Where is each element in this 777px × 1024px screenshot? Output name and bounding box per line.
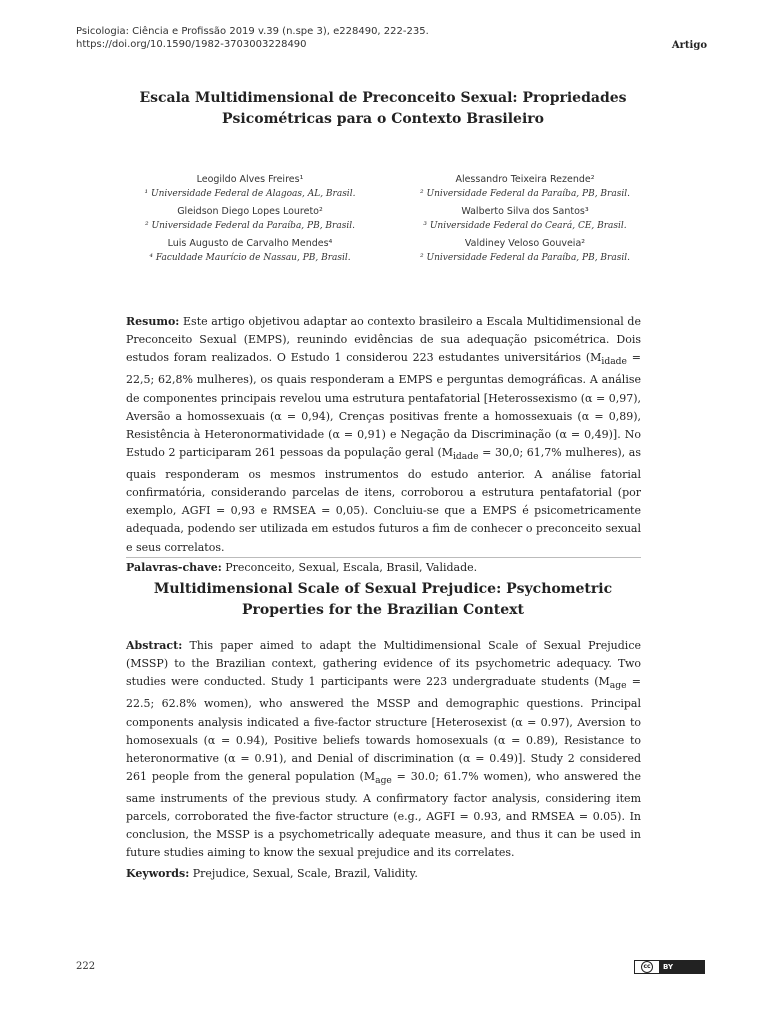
section-label: Artigo <box>671 40 707 51</box>
article-title-pt <box>100 88 666 130</box>
keywords-label: Keywords: <box>126 866 190 880</box>
abstract-text: = 22.5; 62.8% women), who answered the MSSP and demographic questions. Principal components analysis indicated a five-factor structure [Heterosexist (α = 0.97), Aversion to homosexuals (α = 0.94), Positive beliefs towards homosexuals (α = 0.89), Resistance to heteronormative (α = 0.91), and Denial of discrimination (α = 0.49)]. Study 2 considered 261 people from the general population (M <box>126 675 642 783</box>
subscript: age <box>609 680 627 692</box>
author-name: Leogildo Alves Freires¹ <box>196 174 304 185</box>
subscript: age <box>375 775 392 787</box>
author-name: Alessandro Teixeira Rezende² <box>455 174 595 185</box>
creative-commons-icon <box>635 961 659 973</box>
resumo-text: = 30,0; 61,7% mulheres), as quais responderam os mesmos instrumentos do estudo anterior. A análise fatorial confirmatória, considerando parcelas de itens, corroborou a estrutura pentafatorial (por exemplo, AGFI = 0,93 e RMSEA = 0,05). Concluiu-se que a EMPS é psicometricamente adequada, podendo ser utilizada em estudos futuros a fim de conhecer o preconceito sexual e seus correlatos. <box>126 445 642 554</box>
title-line: Properties for the Brazilian Context <box>242 602 524 618</box>
author-column-right <box>395 172 655 268</box>
page-number: 222 <box>76 961 96 972</box>
keywords-text: Prejudice, Sexual, Scale, Brazil, Validity. <box>189 866 418 880</box>
article-title-en <box>100 579 666 621</box>
citation-header <box>76 25 429 51</box>
title-line: Escala Multidimensional de Preconceito Sexual: Propriedades <box>139 90 627 106</box>
author-column-left <box>120 172 380 268</box>
resumo-section <box>126 313 641 577</box>
keywords <box>126 865 641 883</box>
author-name: Walberto Silva dos Santos³ <box>461 206 589 217</box>
author-affiliation: ² Universidade Federal da Paraíba, PB, Brasil. <box>145 221 355 231</box>
resumo-text: = 22,5; 62,8% mulheres), os quais responderam a EMPS e perguntas demográficas. A análise de componentes principais revelou uma estrutura pentafatorial [Heterossexismo (α = 0,97), Aversão a homossexuais (α = 0,94), Crenças positivas frente a homossexuais (α = 0,89), Resistência à Heteronormatividade (α = 0,91) e Negação da Discriminação (α = 0,49)]. No Estudo 2 participaram 261 pessoas da população geral (M <box>126 351 641 459</box>
author-affiliation: ⁴ Faculdade Maurício de Nassau, PB, Brasil. <box>149 253 351 263</box>
subscript: idade <box>453 451 479 463</box>
resumo-text: Este artigo objetivou adaptar ao contexto brasileiro a Escala Multidimensional de Preconceito Sexual (EMPS), reunindo evidências de sua adequação psicométrica. Dois estudos foram realizados. O Estudo 1 considerou 223 estudantes universitários (M <box>126 315 641 365</box>
keywords-label: Palavras-chave: <box>126 560 222 574</box>
cc-license-badge[interactable] <box>634 960 705 974</box>
author-list <box>120 172 655 268</box>
author-affiliation: ³ Universidade Federal do Ceará, CE, Brasil. <box>423 221 627 231</box>
abstract-text: This paper aimed to adapt the Multidimensional Scale of Sexual Prejudice (MSSP) to the Brazilian context, gathering evidence of its psychometric adequacy. Two studies were conducted. Study 1 participants were 223 undergraduate students (M <box>126 639 641 689</box>
author <box>120 236 380 265</box>
keywords-text: Preconceito, Sexual, Escala, Brasil, Validade. <box>221 560 478 574</box>
author-affiliation: ¹ Universidade Federal de Alagoas, AL, Brasil. <box>144 189 356 199</box>
abstract-section <box>126 637 641 883</box>
author <box>395 204 655 233</box>
author-name: Gleidson Diego Lopes Loureto² <box>177 206 323 217</box>
author <box>120 172 380 201</box>
palavras-chave <box>126 559 641 577</box>
cc-mark-text: cc <box>641 961 653 973</box>
author-name: Valdiney Veloso Gouveia² <box>464 238 586 249</box>
abstract-text: = 30.0; 61.7% women), who answered the same instruments of the previous study. A confirmatory factor analysis, considering item parcels, corroborated the five-factor structure (e.g., AGFI = 0.93, and RMSEA = 0.05). In conclusion, the MSSP is a psychometrically adequate measure, and thus it can be used in future studies aiming to know the sexual prejudice and its correlates. <box>126 769 641 860</box>
resumo-label: Resumo: <box>126 315 180 328</box>
title-line: Multidimensional Scale of Sexual Prejudice: Psychometric <box>153 581 613 597</box>
subscript: idade <box>601 356 627 368</box>
section-divider <box>126 557 641 558</box>
author-name: Luis Augusto de Carvalho Mendes⁴ <box>167 238 333 249</box>
abstract-paragraph <box>126 637 641 863</box>
doi-link[interactable]: https://doi.org/10.1590/1982-3703003228490 <box>76 39 307 50</box>
cc-by-label: BY <box>659 961 704 973</box>
author <box>395 236 655 265</box>
author <box>395 172 655 201</box>
author-affiliation: ² Universidade Federal da Paraíba, PB, Brasil. <box>420 189 630 199</box>
author <box>120 204 380 233</box>
citation-line: Psicologia: Ciência e Profissão 2019 v.39 (n.spe 3), e228490, 222-235. <box>76 26 429 37</box>
title-line: Psicométricas para o Contexto Brasileiro <box>221 111 544 127</box>
author-affiliation: ² Universidade Federal da Paraíba, PB, Brasil. <box>420 253 630 263</box>
abstract-label: Abstract: <box>126 639 183 652</box>
resumo-paragraph <box>126 313 641 557</box>
